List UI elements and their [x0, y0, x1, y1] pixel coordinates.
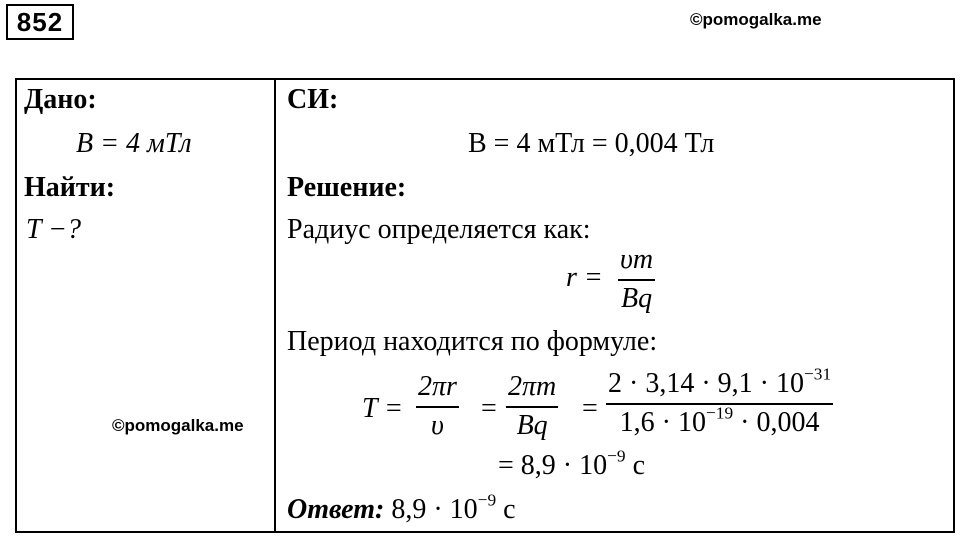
fraction-3-denominator	[606, 403, 833, 437]
equals-1: =	[481, 393, 497, 424]
fraction-2-denominator: Bq	[506, 406, 558, 440]
radius-denominator: Bq	[618, 279, 655, 313]
fraction-1-denominator: υ	[416, 406, 459, 440]
given-b-value: B = 4 мТл	[76, 128, 192, 159]
period-result-unit: с	[625, 450, 646, 481]
radius-fraction	[618, 246, 655, 313]
si-title: СИ:	[287, 84, 339, 115]
period-text: Период находится по формуле:	[287, 326, 658, 357]
column-divider	[274, 78, 276, 533]
answer-exp: −9	[477, 490, 497, 510]
fraction-3-denominator-a: 1,6 · 10	[619, 407, 706, 438]
radius-formula-lhs: r =	[566, 262, 603, 293]
answer-unit: с	[496, 494, 516, 525]
find-title: Найти:	[24, 172, 116, 203]
period-formula-lhs: T =	[362, 393, 403, 424]
fraction-1-numerator: 2πr	[418, 371, 457, 402]
answer-base: 8,9 · 10	[391, 494, 478, 525]
answer-line	[287, 490, 516, 525]
period-result-exp: −9	[607, 446, 626, 466]
radius-text: Радиус определяется как:	[287, 214, 591, 245]
solution-title: Решение:	[287, 172, 407, 203]
fraction-3-numerator	[606, 364, 833, 403]
fraction-2-numerator: 2πm	[508, 371, 557, 402]
si-b-converted: B = 4 мТл = 0,004 Тл	[468, 128, 715, 159]
period-result-base: = 8,9 · 10	[498, 450, 608, 481]
fraction-3-denominator-b: · 0,004	[733, 407, 820, 438]
period-fraction-3	[606, 364, 833, 438]
watermark-mid: ©pomogalka.me	[112, 416, 244, 435]
radius-numerator: υm	[620, 244, 654, 275]
period-result	[498, 446, 646, 481]
equals-2: =	[582, 393, 598, 424]
find-value: T −?	[26, 214, 81, 245]
problem-number: 852	[6, 4, 74, 40]
given-title: Дано:	[24, 84, 97, 115]
fraction-3-denominator-exp: −19	[705, 403, 734, 423]
watermark-top: ©pomogalka.me	[690, 10, 822, 29]
fraction-3-numerator-base: 2 · 3,14 · 9,1 · 10	[608, 368, 804, 399]
fraction-3-numerator-exp: −31	[803, 364, 832, 384]
answer-label: Ответ:	[287, 494, 385, 525]
period-fraction-2	[506, 373, 558, 440]
period-fraction-1	[416, 373, 459, 440]
